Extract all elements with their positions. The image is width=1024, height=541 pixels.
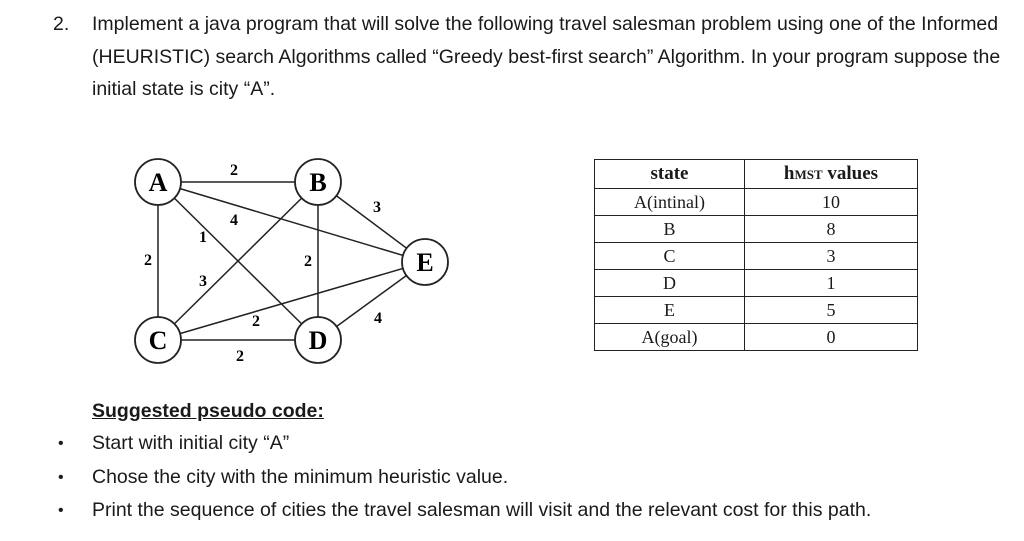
cell-state: A(goal) bbox=[595, 324, 745, 351]
weight-a-c: 2 bbox=[144, 252, 152, 269]
node-e bbox=[402, 239, 448, 285]
question-number: 2. bbox=[53, 13, 70, 35]
cell-value: 10 bbox=[745, 189, 918, 216]
table-header-row bbox=[595, 160, 918, 189]
step-text: Start with initial city “A” bbox=[92, 432, 290, 454]
node-c-label: C bbox=[148, 326, 168, 355]
list-item bbox=[0, 461, 1024, 495]
weight-a-e: 4 bbox=[374, 310, 382, 327]
cell-state: D bbox=[595, 270, 745, 297]
weight-b-e: 3 bbox=[373, 199, 381, 216]
cell-value: 5 bbox=[745, 297, 918, 324]
cell-state: C bbox=[595, 243, 745, 270]
weight-c-e: 2 bbox=[252, 313, 260, 330]
bullet-icon: • bbox=[58, 435, 64, 452]
header-h-sub: MST bbox=[794, 166, 823, 182]
table-row bbox=[595, 243, 918, 270]
node-e-label: E bbox=[416, 248, 434, 277]
table-row bbox=[595, 216, 918, 243]
node-b bbox=[295, 159, 341, 205]
header-h: h bbox=[783, 162, 795, 184]
header-h-values bbox=[745, 160, 918, 189]
question-text: Implement a java program that will solve the following travel salesman problem using one of the Informed (HEURISTIC) search Algorithms called “Greedy best-first search” Algorithm. In your program suppose the initial state is city “A”. bbox=[92, 13, 1001, 100]
pseudo-code-title: Suggested pseudo code: bbox=[92, 400, 324, 422]
step-text: Chose the city with the minimum heuristic value. bbox=[92, 465, 509, 488]
node-c bbox=[135, 317, 181, 363]
weight-a-d: 1 bbox=[199, 229, 207, 246]
bullet-icon: • bbox=[58, 502, 64, 519]
node-a bbox=[135, 159, 181, 205]
table-row bbox=[595, 189, 918, 216]
weight-b-d: 2 bbox=[304, 253, 312, 270]
bullet-icon: • bbox=[58, 468, 64, 486]
city-graph bbox=[128, 150, 463, 375]
weight-c-d: 2 bbox=[236, 348, 244, 365]
cell-value: 8 bbox=[745, 216, 918, 243]
table-row bbox=[595, 297, 918, 324]
cell-state: B bbox=[595, 216, 745, 243]
list-item bbox=[0, 427, 1024, 461]
weight-b-c: 3 bbox=[199, 273, 207, 290]
city-graph-svg bbox=[128, 150, 463, 375]
cell-state: E bbox=[595, 297, 745, 324]
weight-a-b: 2 bbox=[230, 162, 238, 179]
weight-d-e: 4 bbox=[230, 212, 238, 229]
cell-state: A(intinal) bbox=[595, 189, 745, 216]
node-d-label: D bbox=[308, 326, 328, 355]
node-d bbox=[295, 317, 341, 363]
node-a-label: A bbox=[148, 168, 168, 197]
heuristic-table bbox=[594, 159, 918, 351]
cell-value: 0 bbox=[745, 324, 918, 351]
step-text: Print the sequence of cities the travel salesman will visit and the relevant cost for this path. bbox=[92, 499, 872, 521]
header-h-rest: values bbox=[822, 162, 879, 184]
table-row bbox=[595, 324, 918, 351]
cell-value: 1 bbox=[745, 270, 918, 297]
cell-value: 3 bbox=[745, 243, 918, 270]
list-item bbox=[0, 494, 1024, 528]
table-row bbox=[595, 270, 918, 297]
node-b-label: B bbox=[309, 168, 327, 197]
pseudo-code-steps bbox=[0, 427, 1024, 528]
header-state: state bbox=[595, 160, 745, 189]
